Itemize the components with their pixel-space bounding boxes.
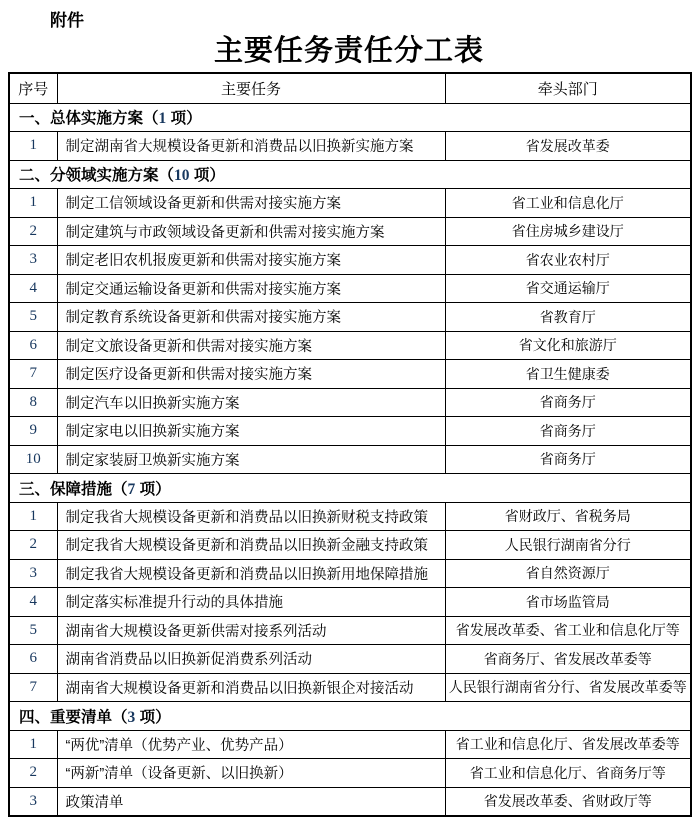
header-task: 主要任务	[57, 73, 445, 103]
row-department: 省商务厅	[445, 445, 691, 474]
row-department: 省发展改革委	[445, 132, 691, 161]
table-row	[9, 730, 691, 759]
row-seq: 1	[9, 502, 57, 531]
row-seq: 7	[9, 673, 57, 702]
row-task: 湖南省大规模设备更新供需对接系列活动	[57, 616, 445, 645]
row-task: 制定汽车以旧换新实施方案	[57, 388, 445, 417]
row-task: 制定建筑与市政领域设备更新和供需对接实施方案	[57, 217, 445, 246]
row-task: 制定落实标准提升行动的具体措施	[57, 588, 445, 617]
row-task: “两优”清单（优势产业、优势产品）	[57, 730, 445, 759]
task-table	[8, 72, 692, 817]
row-department: 人民银行湖南省分行	[445, 531, 691, 560]
row-task: 制定家电以旧换新实施方案	[57, 417, 445, 446]
table-body	[9, 103, 691, 816]
table-row	[9, 274, 691, 303]
section-heading-count: 3	[127, 708, 136, 726]
row-task: 制定文旅设备更新和供需对接实施方案	[57, 331, 445, 360]
section-heading-prefix: 一、总体实施方案（	[19, 110, 159, 128]
table-row	[9, 417, 691, 446]
section-heading-cell	[9, 160, 691, 189]
row-task: “两新”清单（设备更新、以旧换新）	[57, 759, 445, 788]
row-department: 省住房城乡建设厅	[445, 217, 691, 246]
table-row	[9, 531, 691, 560]
row-department: 省发展改革委、省工业和信息化厅等	[445, 616, 691, 645]
row-task: 湖南省消费品以旧换新促消费系列活动	[57, 645, 445, 674]
row-seq: 1	[9, 730, 57, 759]
section-heading-suffix: 项）	[189, 167, 225, 185]
row-task: 制定交通运输设备更新和供需对接实施方案	[57, 274, 445, 303]
section-heading-prefix: 二、分领域实施方案（	[19, 167, 175, 185]
table-row	[9, 331, 691, 360]
section-heading-suffix: 项）	[135, 480, 171, 498]
section-heading-count: 1	[158, 110, 167, 128]
table-row	[9, 217, 691, 246]
row-task: 制定我省大规模设备更新和消费品以旧换新用地保障措施	[57, 559, 445, 588]
header-row	[9, 73, 691, 103]
row-seq: 2	[9, 217, 57, 246]
row-task: 制定工信领域设备更新和供需对接实施方案	[57, 189, 445, 218]
table-row	[9, 502, 691, 531]
table-row	[9, 132, 691, 161]
row-department: 省工业和信息化厅	[445, 189, 691, 218]
section-heading-row	[9, 702, 691, 731]
table-row	[9, 588, 691, 617]
section-heading-count: 10	[174, 167, 190, 185]
row-task: 政策清单	[57, 787, 445, 816]
row-task: 制定我省大规模设备更新和消费品以旧换新金融支持政策	[57, 531, 445, 560]
row-task: 制定教育系统设备更新和供需对接实施方案	[57, 303, 445, 332]
row-department: 省卫生健康委	[445, 360, 691, 389]
row-department: 省商务厅	[445, 417, 691, 446]
row-task: 制定家装厨卫焕新实施方案	[57, 445, 445, 474]
section-heading-prefix: 三、保障措施（	[19, 480, 128, 498]
row-seq: 1	[9, 189, 57, 218]
row-seq: 5	[9, 303, 57, 332]
row-seq: 1	[9, 132, 57, 161]
row-seq: 2	[9, 759, 57, 788]
section-heading-suffix: 项）	[135, 708, 171, 726]
row-seq: 3	[9, 246, 57, 275]
row-seq: 5	[9, 616, 57, 645]
section-heading-row	[9, 103, 691, 132]
row-department: 省商务厅、省发展改革委等	[445, 645, 691, 674]
table-row	[9, 189, 691, 218]
row-seq: 10	[9, 445, 57, 474]
section-heading-suffix: 项）	[166, 110, 202, 128]
section-heading-count: 7	[127, 480, 136, 498]
row-department: 省财政厅、省税务局	[445, 502, 691, 531]
section-heading-cell	[9, 474, 691, 503]
header-dept: 牵头部门	[445, 73, 691, 103]
table-row	[9, 616, 691, 645]
attachment-label: 附件	[50, 11, 84, 30]
page-title: 主要任务责任分工表	[213, 35, 484, 67]
section-heading-row	[9, 474, 691, 503]
table-row	[9, 673, 691, 702]
row-department: 省文化和旅游厅	[445, 331, 691, 360]
table-row	[9, 787, 691, 816]
row-department: 省农业农村厅	[445, 246, 691, 275]
row-seq: 3	[9, 559, 57, 588]
row-seq: 4	[9, 588, 57, 617]
row-department: 省自然资源厅	[445, 559, 691, 588]
section-heading-cell	[9, 103, 691, 132]
row-department: 省市场监管局	[445, 588, 691, 617]
row-seq: 3	[9, 787, 57, 816]
row-seq: 7	[9, 360, 57, 389]
row-department: 省交通运输厅	[445, 274, 691, 303]
row-department: 省工业和信息化厅、省发展改革委等	[445, 730, 691, 759]
row-department: 人民银行湖南省分行、省发展改革委等	[445, 673, 691, 702]
row-task: 制定我省大规模设备更新和消费品以旧换新财税支持政策	[57, 502, 445, 531]
table-row	[9, 360, 691, 389]
row-task: 制定老旧农机报废更新和供需对接实施方案	[57, 246, 445, 275]
table-row	[9, 303, 691, 332]
row-seq: 8	[9, 388, 57, 417]
row-seq: 2	[9, 531, 57, 560]
table-row	[9, 645, 691, 674]
row-seq: 9	[9, 417, 57, 446]
row-seq: 6	[9, 645, 57, 674]
row-department: 省教育厅	[445, 303, 691, 332]
row-task: 制定湖南省大规模设备更新和消费品以旧换新实施方案	[57, 132, 445, 161]
table-row	[9, 246, 691, 275]
row-task: 制定医疗设备更新和供需对接实施方案	[57, 360, 445, 389]
table-row	[9, 445, 691, 474]
section-heading-cell	[9, 702, 691, 731]
row-task: 湖南省大规模设备更新和消费品以旧换新银企对接活动	[57, 673, 445, 702]
row-seq: 6	[9, 331, 57, 360]
section-heading-row	[9, 160, 691, 189]
table-header	[9, 73, 691, 103]
table-row	[9, 759, 691, 788]
table-row	[9, 559, 691, 588]
row-department: 省发展改革委、省财政厅等	[445, 787, 691, 816]
table-row	[9, 388, 691, 417]
section-heading-prefix: 四、重要清单（	[19, 708, 128, 726]
row-department: 省工业和信息化厅、省商务厅等	[445, 759, 691, 788]
row-seq: 4	[9, 274, 57, 303]
header-seq: 序号	[9, 73, 57, 103]
row-department: 省商务厅	[445, 388, 691, 417]
